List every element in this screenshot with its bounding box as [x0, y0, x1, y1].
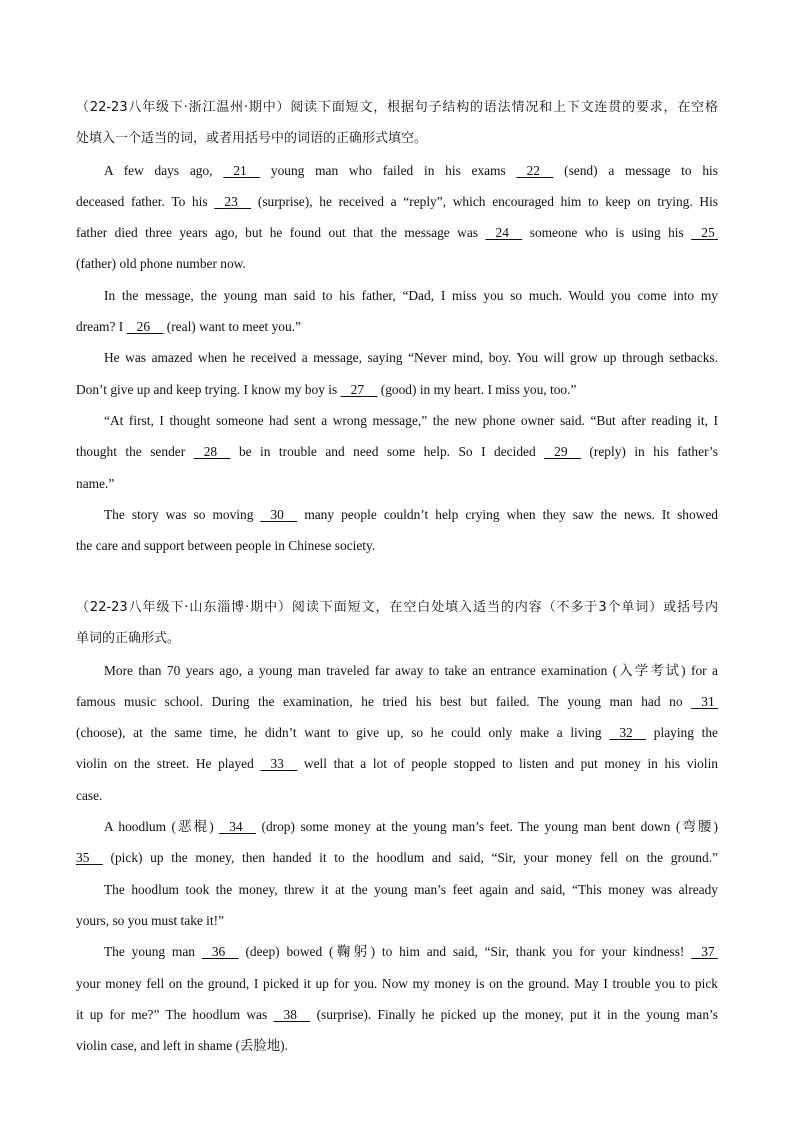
- text: (surprise). Finally he picked up the money, put it in the young man’s: [316, 1006, 718, 1022]
- text: (send) a message to his: [564, 162, 718, 178]
- text: (good) in my heart. I miss you, too.”: [380, 381, 577, 397]
- blank-33[interactable]: [260, 748, 297, 779]
- s1-paragraph-1-line-2: [76, 186, 718, 217]
- text: famous music school. During the examination, he tried his best but failed. The young man had no: [76, 693, 683, 709]
- blank-38[interactable]: [273, 999, 310, 1030]
- section-2-header-line-1: （22-23八年级下·山东淄博·期中）阅读下面短文，在空白处填入适当的内容（不多于3个单词）或括号内: [76, 600, 718, 615]
- blank-number: 25: [701, 225, 715, 241]
- text: it up for me?” The hoodlum was: [76, 1006, 268, 1022]
- blank-25[interactable]: [691, 217, 718, 248]
- blank-number: 32: [619, 725, 633, 741]
- blank-number: 33: [270, 756, 284, 772]
- text: many people couldn’t help crying when they saw the news. It showed: [304, 506, 718, 522]
- s2-paragraph-2-line-1: [76, 811, 718, 842]
- text: (deep) bowed (鞠躬) to him and said, “Sir, thank you for your kindness!: [245, 944, 685, 960]
- section-2-header-line-2: 单词的正确形式。: [76, 631, 181, 647]
- blank-26[interactable]: [127, 311, 164, 342]
- s1-paragraph-4-line-2: [76, 436, 718, 467]
- text: Don’t give up and keep trying. I know my boy is: [76, 381, 338, 397]
- blank-number: 21: [233, 162, 247, 178]
- blank-number: 26: [136, 319, 151, 335]
- blank-22[interactable]: [517, 155, 554, 186]
- blank-number: 37: [701, 944, 715, 960]
- s1-paragraph-4-line-3: name.”: [76, 475, 115, 491]
- s2-paragraph-3-line-2: yours, so you must take it!”: [76, 912, 225, 928]
- blank-number: 38: [283, 1006, 297, 1022]
- blank-27[interactable]: [341, 374, 378, 405]
- blank-24[interactable]: [485, 217, 522, 248]
- section-1: [76, 92, 718, 561]
- blank-32[interactable]: [609, 717, 646, 748]
- blank-number: 24: [495, 225, 509, 241]
- text: someone who is using his: [529, 225, 684, 241]
- s1-paragraph-3-line-2: [76, 374, 718, 405]
- s2-paragraph-4-line-3: [76, 999, 718, 1030]
- text: A few days ago,: [104, 162, 213, 178]
- s2-paragraph-1-line-1: More than 70 years ago, a young man traveled far away to take an entrance examination (入学考试) for a: [104, 662, 718, 678]
- text: The story was so moving: [104, 506, 254, 522]
- s2-paragraph-1-line-5: case.: [76, 787, 103, 803]
- s1-paragraph-2-line-1: In the message, the young man said to his father, “Dad, I miss you so much. Would you come into my: [104, 287, 718, 303]
- s2-paragraph-1-line-3: [76, 717, 718, 748]
- text: playing the: [653, 725, 718, 741]
- s1-paragraph-3-line-1: He was amazed when he received a message, saying “Never mind, boy. You will grow up through setbacks.: [104, 350, 718, 366]
- blank-number: 36: [211, 944, 226, 960]
- text: (drop) some money at the young man’s feet. The young man bent down (弯腰): [261, 819, 718, 835]
- text: young man who failed in his exams: [270, 162, 506, 178]
- text: deceased father. To his: [76, 193, 208, 209]
- s1-paragraph-4-line-1: “At first, I thought someone had sent a wrong message,” the new phone owner said. “But after reading it, I: [104, 412, 718, 428]
- blank-21[interactable]: [223, 155, 260, 186]
- s1-paragraph-2-line-2: [76, 311, 718, 342]
- text: be in trouble and need some help. So I decided: [238, 444, 536, 460]
- s1-paragraph-5-line-2: the care and support between people in Chinese society.: [76, 538, 376, 554]
- blank-30[interactable]: [260, 499, 297, 530]
- text: A hoodlum (恶棍): [104, 819, 214, 835]
- s2-paragraph-2-line-2: [76, 842, 718, 873]
- blank-number: 23: [224, 193, 238, 209]
- blank-35[interactable]: [76, 842, 103, 873]
- s2-paragraph-4-line-4: violin case, and left in shame (丢脸地).: [76, 1038, 288, 1054]
- blank-number: 27: [350, 381, 365, 397]
- text: dream? I: [76, 319, 124, 335]
- text: (choose), at the same time, he didn’t want to give up, so he could only make a living: [76, 725, 602, 741]
- text: (reply) in his father’s: [589, 444, 718, 460]
- section-2: [76, 592, 718, 1061]
- text: The young man: [104, 944, 195, 960]
- s2-paragraph-1-line-4: [76, 748, 718, 779]
- blank-number: 35: [76, 850, 90, 866]
- blank-31[interactable]: [691, 686, 718, 717]
- s2-paragraph-4-line-2: your money fell on the ground, I picked it up for you. Now my money is on the ground. May I trouble you to pick: [76, 975, 718, 991]
- text: violin on the street. He played: [76, 756, 254, 772]
- s1-paragraph-1-line-1: [76, 155, 718, 186]
- blank-29[interactable]: [544, 436, 581, 467]
- text: (pick) up the money, then handed it to the hoodlum and said, “Sir, your money fell on the ground.”: [110, 850, 718, 866]
- text: father died three years ago, but he found out that the message was: [76, 225, 478, 241]
- blank-number: 28: [203, 444, 218, 460]
- s2-paragraph-3-line-1: The hoodlum took the money, threw it at the young man’s feet again and said, “This money was already: [104, 881, 718, 897]
- s1-paragraph-5-line-1: [76, 499, 718, 530]
- blank-34[interactable]: [219, 811, 256, 842]
- blank-number: 34: [229, 819, 243, 835]
- text: (real) want to meet you.”: [166, 319, 301, 335]
- blank-number: 30: [270, 506, 284, 522]
- text: thought the sender: [76, 444, 186, 460]
- blank-36[interactable]: [202, 936, 239, 967]
- blank-37[interactable]: [691, 936, 718, 967]
- blank-23[interactable]: [214, 186, 251, 217]
- blank-number: 29: [554, 444, 568, 460]
- s1-paragraph-1-line-4: (father) old phone number now.: [76, 256, 246, 272]
- section-1-header-line-2: 处填入一个适当的词，或者用括号中的词语的正确形式填空。: [76, 131, 428, 147]
- text: (surprise), he received a “reply”, which encouraged him to keep on trying. His: [257, 193, 719, 209]
- blank-28[interactable]: [194, 436, 231, 467]
- s1-paragraph-1-line-3: [76, 217, 718, 248]
- text: well that a lot of people stopped to listen and put money in his violin: [303, 756, 719, 772]
- s2-paragraph-1-line-2: [76, 686, 718, 717]
- blank-number: 31: [701, 693, 715, 709]
- section-1-header-line-1: （22-23八年级下·浙江温州·期中）阅读下面短文，根据句子结构的语法情况和上下文连贯的要求，在空格: [76, 100, 718, 115]
- blank-number: 22: [526, 162, 540, 178]
- s2-paragraph-4-line-1: [76, 936, 718, 967]
